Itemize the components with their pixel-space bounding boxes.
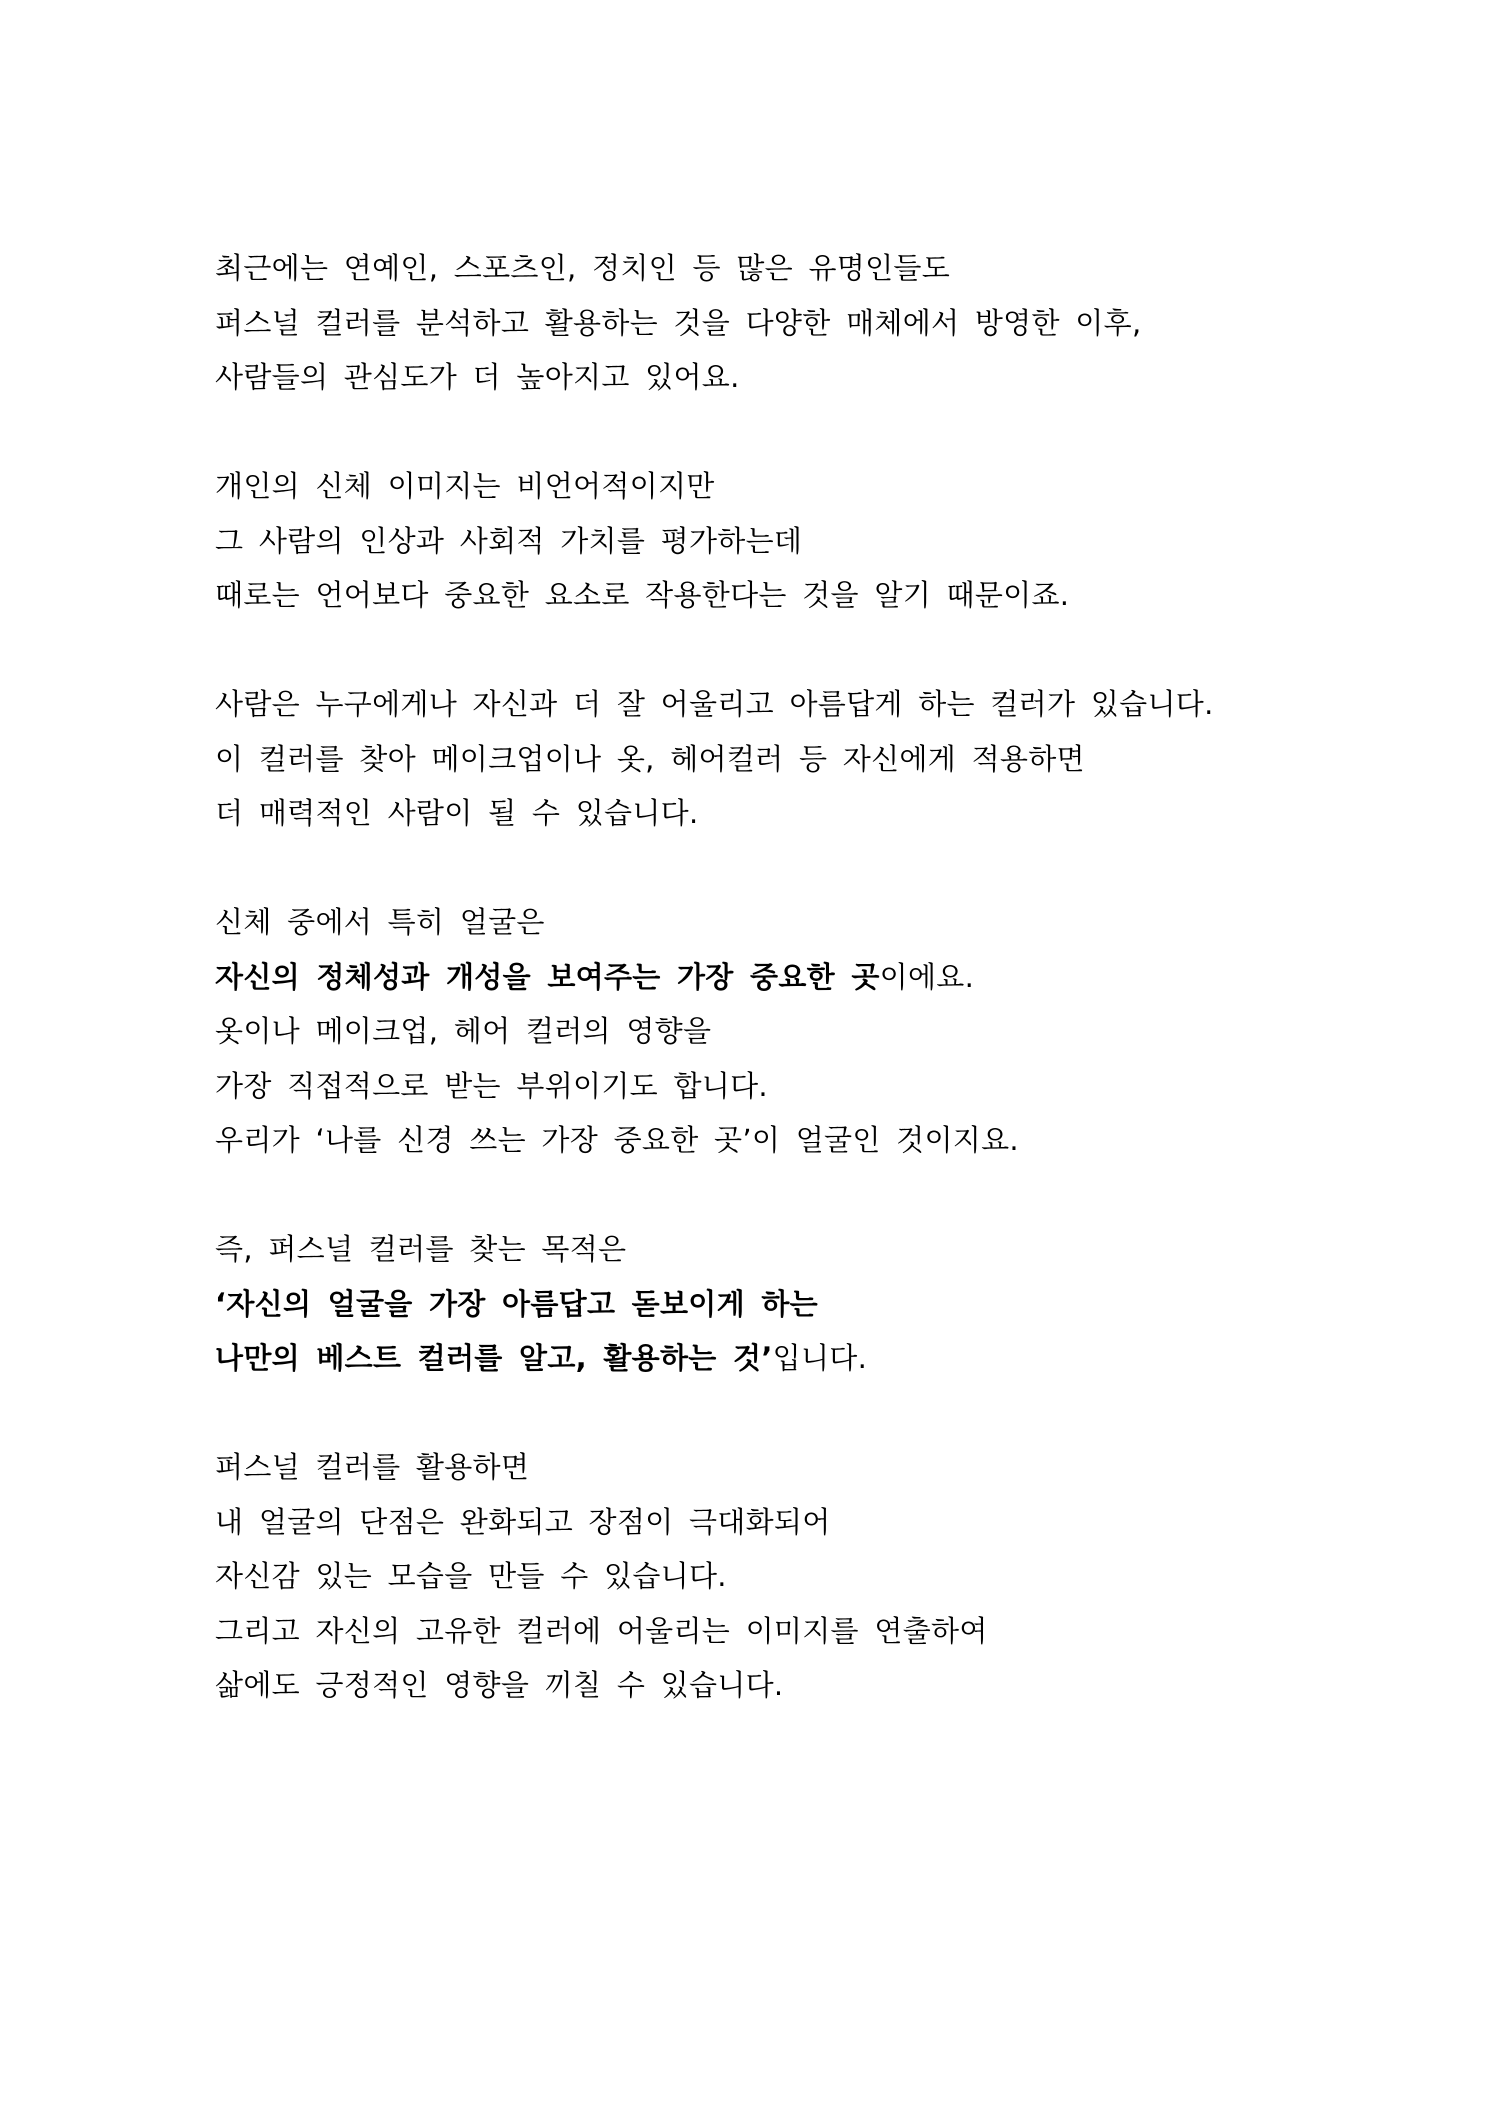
text-segment: 사람은 누구에게나 자신과 더 잘 어울리고 아름답게 하는 컬러가 있습니다.	[215, 687, 1214, 721]
paragraph	[215, 459, 1335, 623]
text-segment: 즉, 퍼스널 컬러를 찾는 목적은	[215, 1232, 627, 1266]
text-line	[215, 241, 1335, 296]
paragraph	[215, 677, 1335, 841]
text-segment: 내 얼굴의 단점은 완화되고 장점이 극대화되어	[215, 1504, 831, 1539]
text-segment: 신체 중에서 특히 얼굴은	[215, 905, 545, 939]
text-line	[215, 514, 1335, 569]
text-segment: 이 컬러를 찾아 메이크업이나 옷, 헤어컬러 등 자신에게 적용하면	[215, 741, 1085, 776]
paragraph	[215, 241, 1335, 405]
text-line	[215, 1604, 1335, 1659]
text-line	[215, 1495, 1335, 1550]
text-segment: 더 매력적인 사람이 될 수 있습니다.	[215, 796, 699, 830]
text-segment: 이에요.	[879, 959, 975, 994]
text-segment: 최근에는 연예인, 스포츠인, 정치인 등 많은 유명인들도	[215, 251, 951, 285]
text-line	[215, 950, 1335, 1005]
text-segment: 사람들의 관심도가 더 높아지고 있어요.	[215, 360, 740, 394]
paragraph	[215, 1440, 1335, 1713]
document-body	[215, 241, 1335, 1767]
text-line	[215, 786, 1335, 841]
text-line	[215, 732, 1335, 787]
text-segment: 개인의 신체 이미지는 비언어적이지만	[215, 469, 715, 503]
text-line	[215, 895, 1335, 950]
bold-text-segment: ‘자신의 얼굴을 가장 아름답고 돋보이게 하는	[215, 1286, 818, 1321]
text-segment: 가장 직접적으로 받는 부위이기도 합니다.	[215, 1068, 768, 1103]
text-line	[215, 568, 1335, 623]
bold-text-segment: 나만의 베스트 컬러를 알고, 활용하는 것’	[215, 1341, 773, 1375]
text-segment: 그 사람의 인상과 사회적 가치를 평가하는데	[215, 523, 803, 558]
paragraph	[215, 895, 1335, 1168]
text-line	[215, 1222, 1335, 1277]
text-line	[215, 350, 1335, 405]
text-line	[215, 1549, 1335, 1604]
text-segment: 때로는 언어보다 중요한 요소로 작용한다는 것을 알기 때문이죠.	[215, 578, 1070, 612]
text-line	[215, 459, 1335, 514]
text-segment: 삶에도 긍정적인 영향을 끼칠 수 있습니다.	[215, 1668, 784, 1702]
text-line	[215, 1658, 1335, 1713]
text-line	[215, 1113, 1335, 1168]
text-segment: 자신감 있는 모습을 만들 수 있습니다.	[215, 1559, 727, 1593]
text-segment: 입니다.	[772, 1341, 868, 1375]
text-line	[215, 1059, 1335, 1114]
text-segment: 우리가 ‘나를 신경 쓰는 가장 중요한 곳’이 얼굴인 것이지요.	[215, 1123, 1019, 1157]
text-line	[215, 677, 1335, 732]
text-line	[215, 1277, 1335, 1332]
text-line	[215, 1331, 1335, 1386]
paragraph	[215, 1222, 1335, 1386]
text-segment: 퍼스널 컬러를 분석하고 활용하는 것을 다양한 매체에서 방영한 이후,	[215, 305, 1142, 340]
text-segment: 옷이나 메이크업, 헤어 컬러의 영향을	[215, 1014, 712, 1048]
text-segment: 그리고 자신의 고유한 컬러에 어울리는 이미지를 연출하여	[215, 1613, 988, 1648]
text-line	[215, 1440, 1335, 1495]
bold-text-segment: 자신의 정체성과 개성을 보여주는 가장 중요한 곳	[215, 959, 880, 994]
text-segment: 퍼스널 컬러를 활용하면	[215, 1450, 530, 1484]
text-line	[215, 1004, 1335, 1059]
text-line	[215, 296, 1335, 351]
